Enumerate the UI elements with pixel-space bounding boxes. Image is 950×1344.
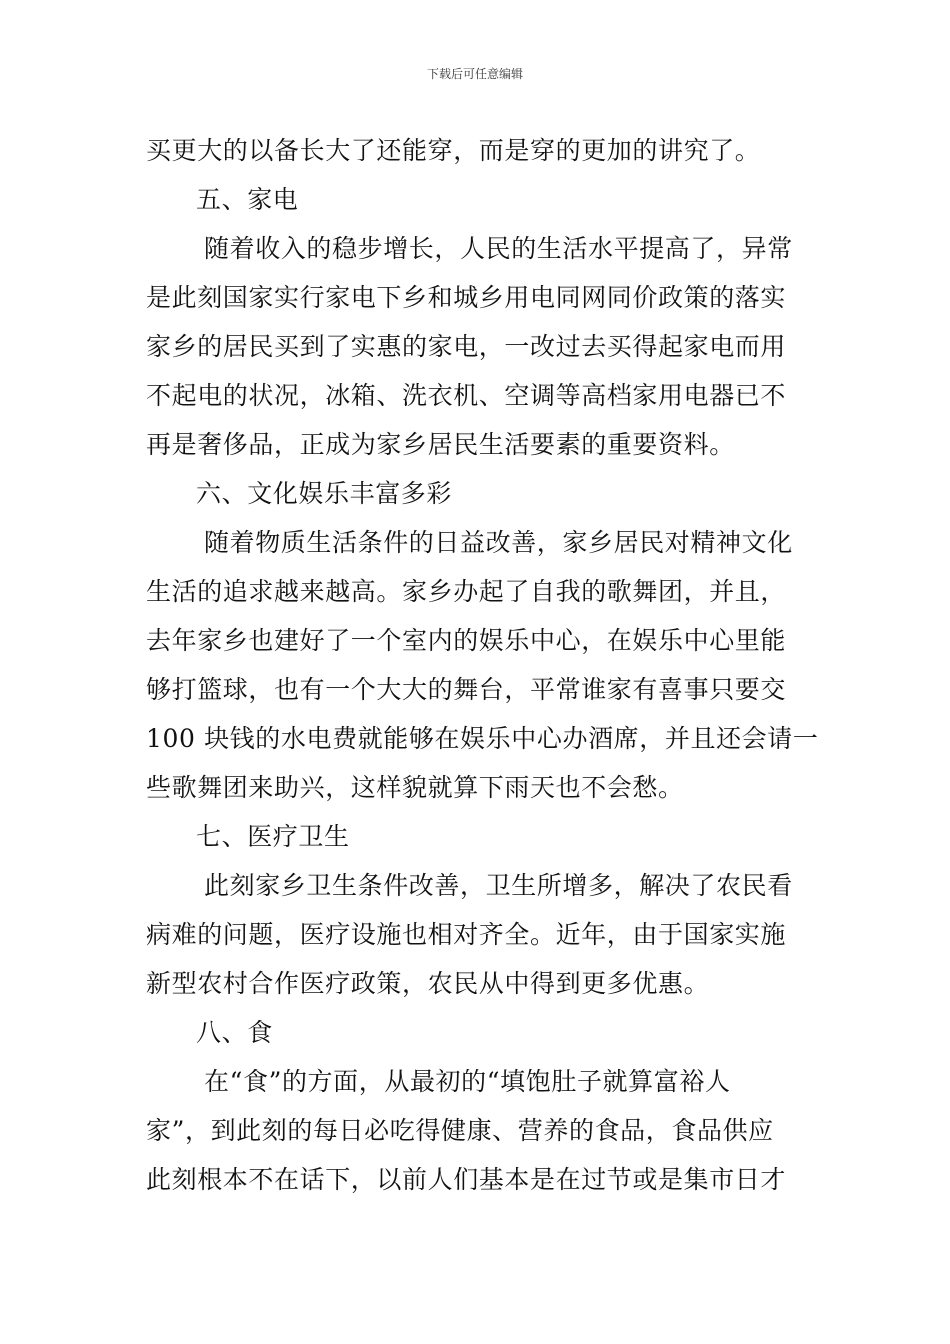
body-line: 买更大的以备长大了还能穿，而是穿的更加的讲究了。 [146, 136, 761, 165]
paragraph-first-line: 随着物质生活条件的日益改善，家乡居民对精神文化 [204, 528, 793, 557]
section-heading: 七、医疗卫生 [196, 822, 350, 851]
paragraph-first-line: 随着收入的稳步增长，人民的生活水平提高了，异常 [204, 234, 793, 263]
section-heading: 六、文化娱乐丰富多彩 [196, 479, 453, 508]
document-body [146, 126, 819, 1204]
paragraph-first-line: 此刻家乡卫生条件改善，卫生所增多，解决了农民看 [204, 871, 793, 900]
body-line: 生活的追求越来越高。家乡办起了自我的歌舞团，并且， [146, 577, 787, 606]
body-line: 些歌舞团来助兴，这样貌就算下雨天也不会愁。 [146, 773, 684, 802]
body-line: 家乡的居民买到了实惠的家电，一改过去买得起家电而用 [146, 332, 787, 361]
body-line: 不起电的状况，冰箱、洗衣机、空调等高档家用电器已不 [146, 381, 787, 410]
body-line: 病难的问题，医疗设施也相对齐全。近年，由于国家实施 [146, 920, 787, 949]
body-line: 再是奢侈品，正成为家乡居民生活要素的重要资料。 [146, 430, 735, 459]
page-header: 下载后可任意编辑 [426, 67, 523, 81]
body-line: 100 块钱的水电费就能够在娱乐中心办酒席，并且还会请一 [146, 724, 819, 753]
body-line: 够打篮球，也有一个大大的舞台，平常谁家有喜事只要交 [146, 675, 787, 704]
body-line: 是此刻国家实行家电下乡和城乡用电同网同价政策的落实 [146, 283, 787, 312]
body-line: 去年家乡也建好了一个室内的娱乐中心，在娱乐中心里能 [146, 626, 787, 655]
section-heading: 八、食 [196, 1018, 273, 1047]
body-line: 家”，到此刻的每日必吃得健康、营养的食品，食品供应 [146, 1116, 774, 1145]
paragraph-first-line: 在“食”的方面，从最初的“填饱肚子就算富裕人 [204, 1067, 731, 1096]
body-line: 新型农村合作医疗政策，农民从中得到更多优惠。 [146, 969, 710, 998]
body-line: 此刻根本不在话下，以前人们基本是在过节或是集市日才 [146, 1165, 787, 1194]
section-heading: 五、家电 [196, 185, 299, 214]
